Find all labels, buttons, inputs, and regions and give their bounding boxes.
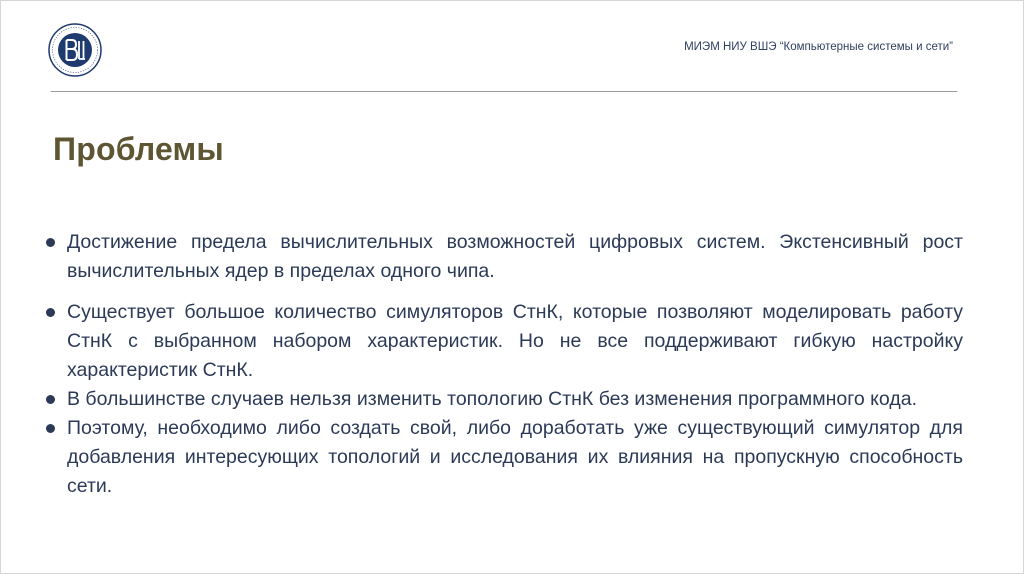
bullet-dot-icon bbox=[46, 308, 55, 317]
bullet-dot-icon bbox=[46, 238, 55, 247]
header-caption: МИЭМ НИУ ВШЭ “Компьютерные системы и сети” bbox=[684, 41, 953, 53]
bullet-item bbox=[45, 414, 963, 501]
bullet-dot-icon bbox=[46, 424, 55, 433]
hse-logo-icon bbox=[48, 23, 102, 77]
bullet-item bbox=[45, 228, 963, 286]
bullet-text: Поэтому, необходимо либо создать свой, либо доработать уже существующий симулятор для добавления интересующих топологий и исследования их влияния на пропускную способность сети. bbox=[67, 417, 963, 497]
bullet-list bbox=[45, 228, 963, 501]
bullet-text: Достижение предела вычислительных возможностей цифровых систем. Экстенсивный рост вычислительных ядер в пределах одного чипа. bbox=[67, 231, 963, 282]
bullet-text: В большинстве случаев нельзя изменить топологию СтнК без изменения программного кода. bbox=[67, 388, 917, 410]
slide-title: Проблемы bbox=[53, 131, 224, 167]
bullet-item bbox=[45, 298, 963, 385]
bullet-text: Существует большое количество симуляторов СтнК, которые позволяют моделировать работу СтнК с выбранном набором характеристик. Но не все поддерживают гибкую настройку характеристик СтнК. bbox=[67, 301, 963, 381]
bullet-item bbox=[45, 385, 963, 414]
bullet-dot-icon bbox=[46, 395, 55, 404]
header-divider bbox=[51, 91, 957, 92]
